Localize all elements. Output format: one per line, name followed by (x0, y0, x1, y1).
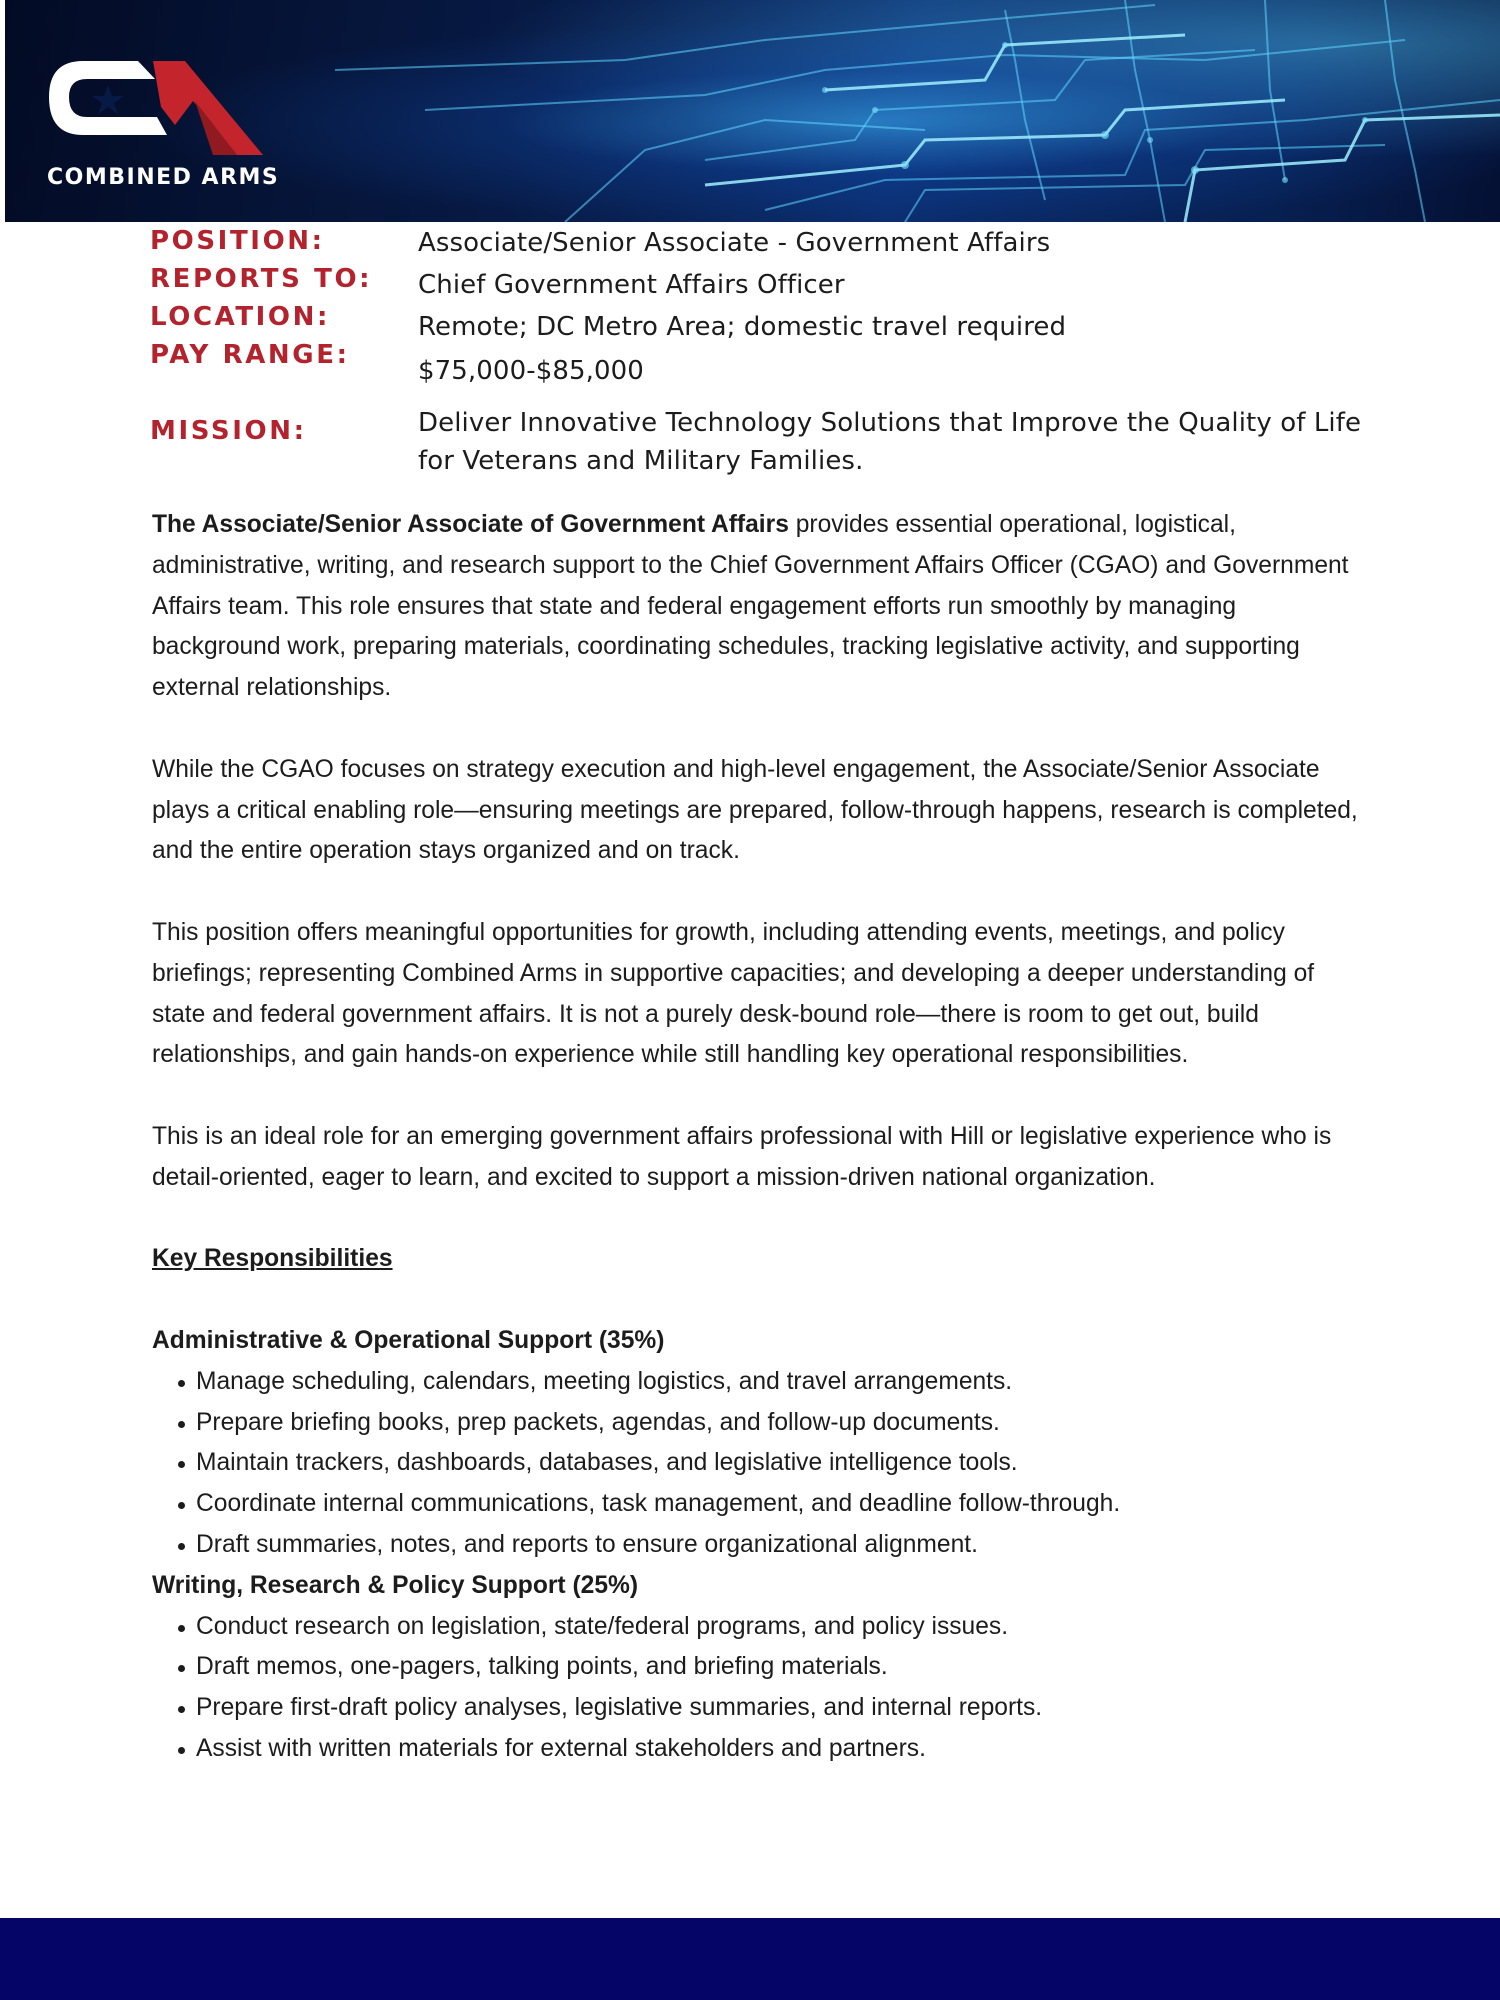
position-label: POSITION: (150, 226, 325, 256)
key-responsibilities-heading: Key Responsibilities (152, 1245, 393, 1273)
intro-paragraph-4: This is an ideal role for an emerging government affairs professional with Hill or legislative experience who is detail-oriented, eager to learn, and excited to support a mission-driven national organization. (152, 1122, 1332, 1191)
intro-paragraph-3: This position offers meaningful opportunities for growth, including attending events, meetings, and policy briefings; representing Combined Arms in supportive capacities; and developing a deeper understanding of state and federal government affairs. It is not a purely desk-bound role—there is room to get out, build relationships, and gain hands-on experience while still handling key operational responsibilities. (152, 918, 1315, 1069)
list-item: Draft summaries, notes, and reports to ensure organizational alignment. (152, 1525, 1362, 1566)
group-heading-writing-research: Writing, Research & Policy Support (25%) (152, 1571, 639, 1599)
list-item: Prepare briefing books, prep packets, agendas, and follow-up documents. (152, 1403, 1362, 1444)
pay-range-value: $75,000-$85,000 (418, 356, 644, 386)
group-heading-administrative: Administrative & Operational Support (35%) (152, 1326, 665, 1354)
header-banner (5, 0, 1500, 222)
job-description (152, 505, 1362, 1770)
mission-value: Deliver Innovative Technology Solutions that Improve the Quality of Life for Veterans and Military Families. (418, 408, 1362, 476)
list-item: Prepare first-draft policy analyses, legislative summaries, and internal reports. (152, 1688, 1362, 1729)
list-item: Manage scheduling, calendars, meeting logistics, and travel arrangements. (152, 1362, 1362, 1403)
footer-band (0, 1918, 1500, 2000)
intro-bold-lead: The Associate/Senior Associate of Government Affairs (152, 511, 789, 538)
location-label: LOCATION: (150, 302, 330, 332)
list-item: Maintain trackers, dashboards, databases, and legislative intelligence tools. (152, 1443, 1362, 1484)
pay-range-label: PAY RANGE: (150, 340, 350, 370)
writing-research-list (152, 1607, 1362, 1770)
reports-to-label: REPORTS TO: (150, 264, 373, 294)
administrative-list (152, 1362, 1362, 1566)
location-value: Remote; DC Metro Area; domestic travel required (418, 312, 1067, 342)
list-item: Conduct research on legislation, state/federal programs, and policy issues. (152, 1607, 1362, 1648)
list-item: Coordinate internal communications, task management, and deadline follow-through. (152, 1484, 1362, 1525)
list-item: Assist with written materials for external stakeholders and partners. (152, 1729, 1362, 1770)
reports-to-value: Chief Government Affairs Officer (418, 270, 845, 300)
intro-paragraph-1 (152, 505, 1362, 709)
intro-p1-text: provides essential operational, logistical, administrative, writing, and research support to the Chief Government Affairs Officer (CGAO) and Government Affairs team. This role ensures that state and federal engagement efforts run smoothly by managing background work, preparing materials, coordinating schedules, tracking legislative activity, and supporting external relationships. (152, 511, 1349, 702)
intro-paragraph-2: While the CGAO focuses on strategy execution and high-level engagement, the Associate/Senior Associate plays a critical enabling role—ensuring meetings are prepared, follow-through happens, research is completed, and the entire operation stays organized and on track. (152, 755, 1358, 865)
brand-name: COMBINED ARMS (47, 165, 280, 190)
list-item: Draft memos, one-pagers, talking points, and briefing materials. (152, 1647, 1362, 1688)
position-value: Associate/Senior Associate - Government Affairs (418, 228, 1051, 258)
mission-label: MISSION: (150, 416, 307, 446)
